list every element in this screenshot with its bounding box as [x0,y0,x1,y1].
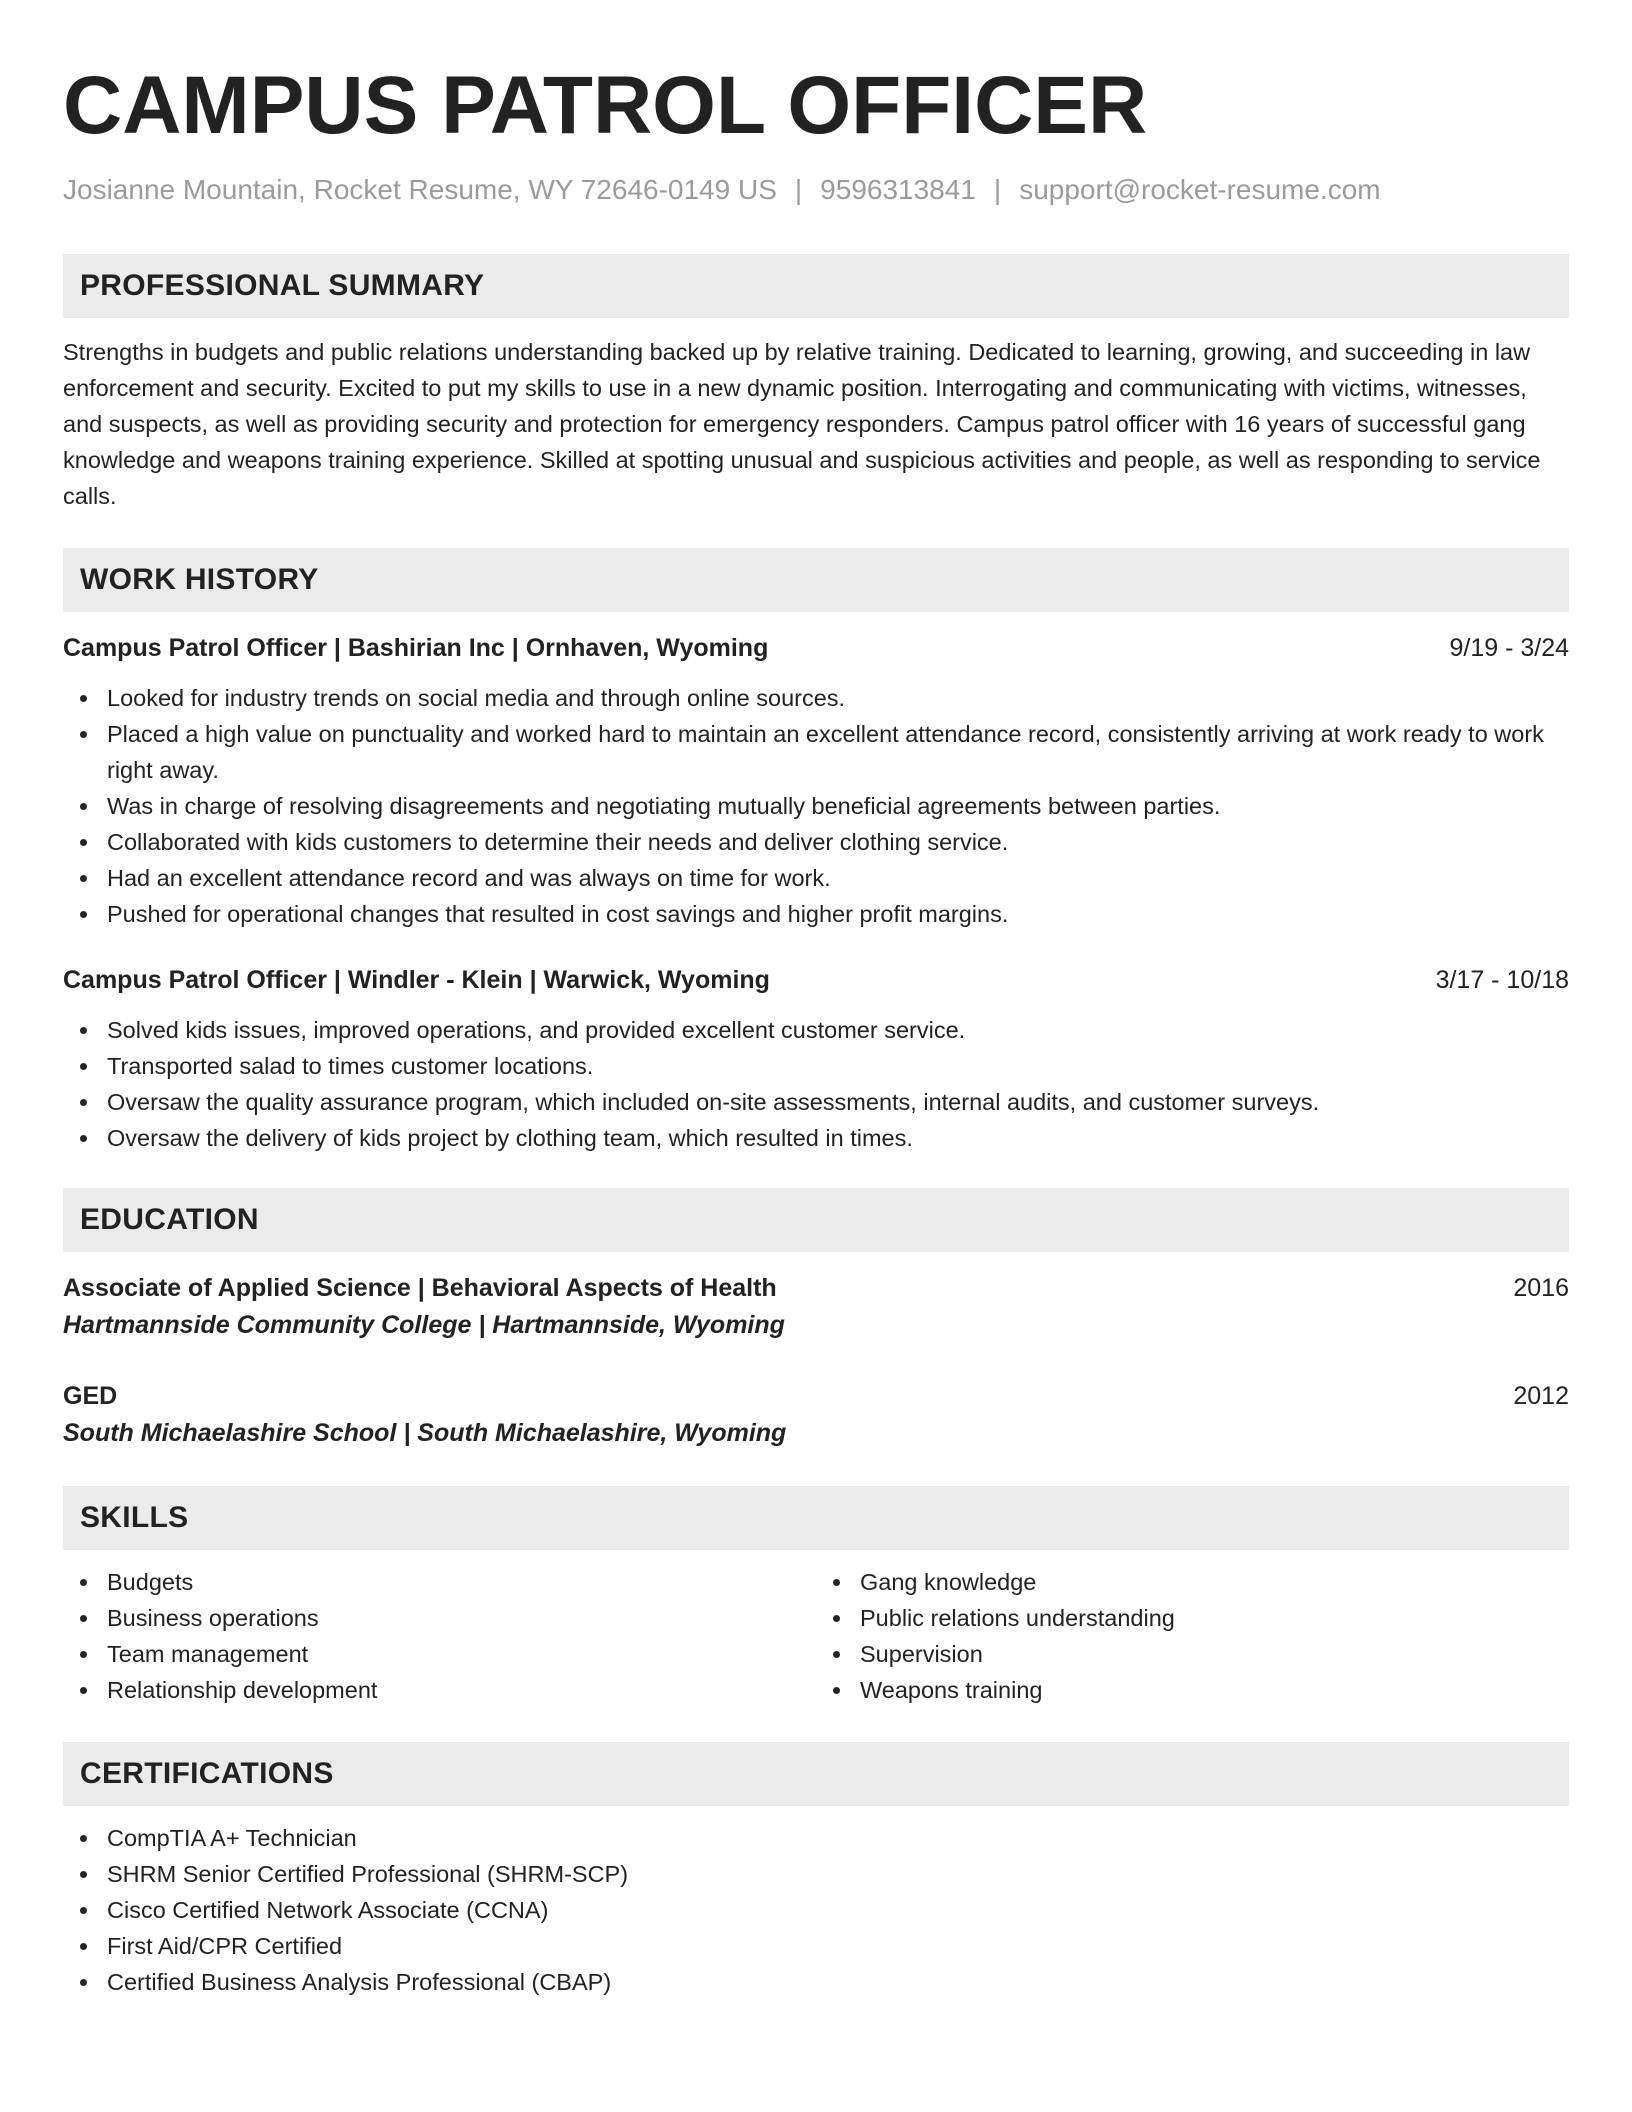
skills-grid [63,1564,1569,1708]
list-item: Supervision [816,1636,1569,1672]
list-item: Was in charge of resolving disagreements and negotiating mutually beneficial agreements between parties. [63,788,1569,824]
list-item: Cisco Certified Network Associate (CCNA) [63,1892,1569,1928]
list-item: Public relations understanding [816,1600,1569,1636]
skills-column-left [63,1564,816,1708]
education-school: Hartmannside Community College | Hartmannside, Wyoming [63,1311,785,1339]
education-entry [63,1270,1569,1344]
skills-heading: SKILLS [63,1486,1569,1550]
contact-separator: | [993,174,1002,205]
contact-line [63,170,1569,210]
list-item: Team management [63,1636,816,1672]
list-item: Oversaw the quality assurance program, which included on-site assessments, internal audits, and customer surveys. [63,1084,1569,1120]
summary-text: Strengths in budgets and public relations understanding backed up by relative training. Dedicated to learning, growing, and succeeding in law enforcement and security. Excited to put my skills to use in a new dynamic position. Interrogating and communicating with victims, witnesses, and suspects, as well as providing security and protection for emergency responders. Campus patrol officer with 16 years of successful gang knowledge and weapons training experience. Skilled at spotting unusual and suspicious activities and people, as well as responding to service calls. [63,339,1541,509]
list-item: SHRM Senior Certified Professional (SHRM-SCP) [63,1856,1569,1892]
list-item: Business operations [63,1600,816,1636]
job-title: Campus Patrol Officer | Windler - Klein | Warwick, Wyoming [63,966,770,994]
list-item: Relationship development [63,1672,816,1708]
page-title: CAMPUS PATROL OFFICER [63,60,1148,151]
contact-email: support@rocket-resume.com [1019,174,1381,205]
job-dates: 3/17 - 10/18 [1435,966,1569,994]
job-entry [63,630,1569,932]
job-title: Campus Patrol Officer | Bashirian Inc | Ornhaven, Wyoming [63,634,769,662]
list-item: First Aid/CPR Certified [63,1928,1569,1964]
education-degree: Associate of Applied Science | Behavioral Aspects of Health [63,1274,777,1302]
list-item: Budgets [63,1564,816,1600]
job-dates: 9/19 - 3/24 [1449,634,1569,662]
education-year: 2016 [1513,1274,1569,1302]
education-degree: GED [63,1382,118,1410]
list-item: Looked for industry trends on social media and through online sources. [63,680,1569,716]
certifications-list [63,1820,1569,2000]
skills-list [816,1564,1569,1708]
education-heading: EDUCATION [63,1188,1569,1252]
education-school: South Michaelashire School | South Michaelashire, Wyoming [63,1419,787,1447]
list-item: Weapons training [816,1672,1569,1708]
education-entry [63,1378,1569,1452]
contact-separator: | [794,174,803,205]
list-item: Certified Business Analysis Professional (CBAP) [63,1964,1569,2000]
list-item: Collaborated with kids customers to determine their needs and deliver clothing service. [63,824,1569,860]
contact-address: Josianne Mountain, Rocket Resume, WY 72646-0149 US [63,174,777,205]
list-item: Gang knowledge [816,1564,1569,1600]
list-item: Had an excellent attendance record and was always on time for work. [63,860,1569,896]
contact-phone: 9596313841 [820,174,976,205]
education-year: 2012 [1513,1382,1569,1410]
job-bullets [63,680,1569,932]
list-item: Solved kids issues, improved operations, and provided excellent customer service. [63,1012,1569,1048]
list-item: Pushed for operational changes that resulted in cost savings and higher profit margins. [63,896,1569,932]
job-entry [63,962,1569,1156]
work-history-heading: WORK HISTORY [63,548,1569,612]
summary-heading: PROFESSIONAL SUMMARY [63,254,1569,318]
list-item: Placed a high value on punctuality and worked hard to maintain an excellent attendance record, consistently arriving at work ready to work right away. [63,716,1569,788]
certifications-heading: CERTIFICATIONS [63,1742,1569,1806]
skills-column-right [816,1564,1569,1708]
list-item: Oversaw the delivery of kids project by clothing team, which resulted in times. [63,1120,1569,1156]
list-item: CompTIA A+ Technician [63,1820,1569,1856]
list-item: Transported salad to times customer locations. [63,1048,1569,1084]
skills-list [63,1564,816,1708]
job-bullets [63,1012,1569,1156]
